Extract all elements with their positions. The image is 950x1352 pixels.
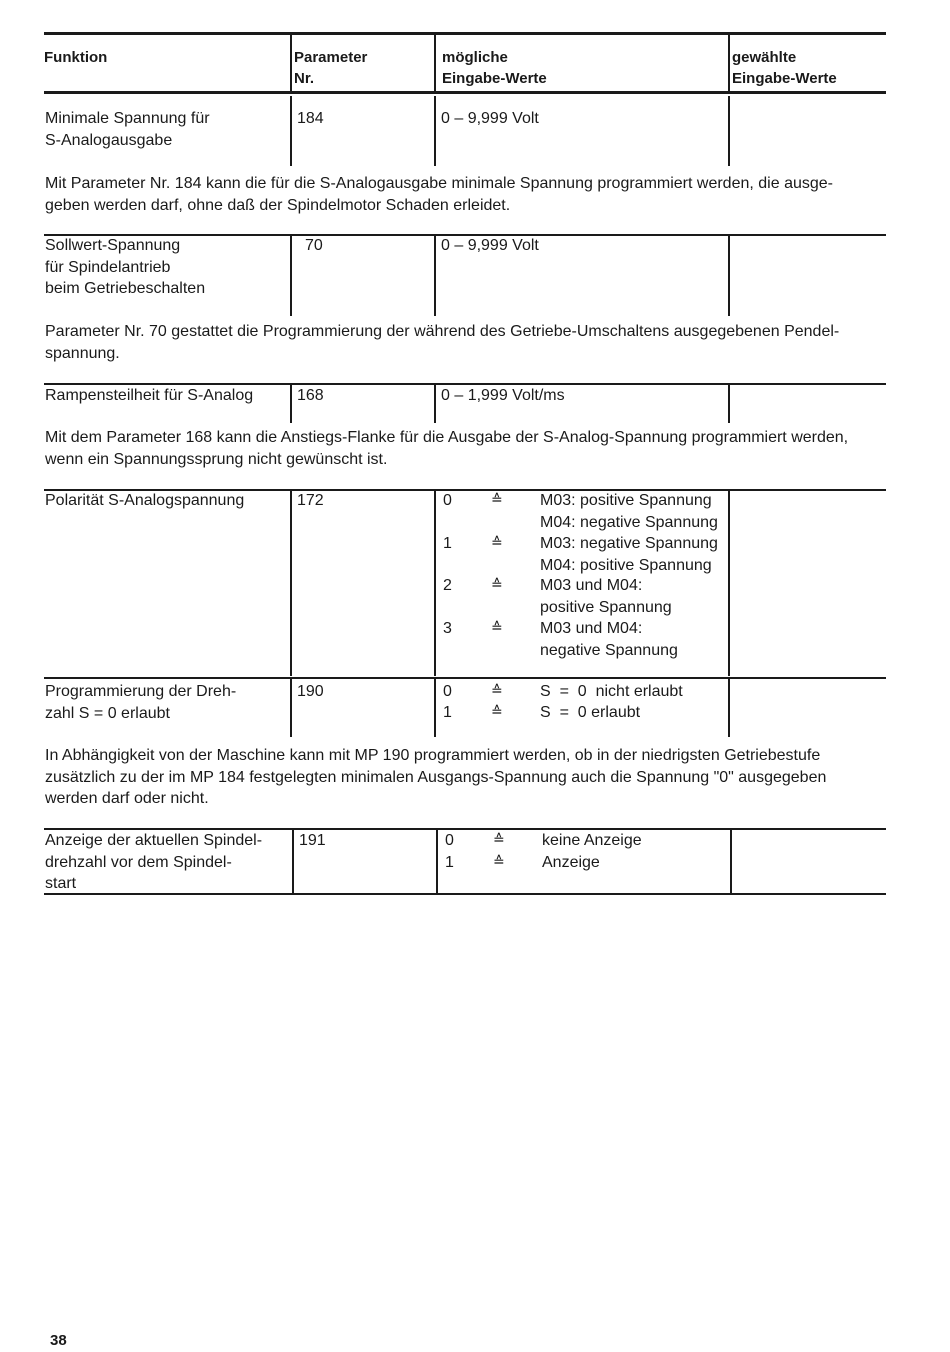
row70-function-line1: Sollwert-Spannung: [45, 237, 181, 254]
row70-function-line3: beim Getriebeschalten: [45, 280, 206, 297]
option-number: 0: [443, 492, 452, 509]
row70-description-line1: Parameter Nr. 70 gestattet die Programmierung der während des Getriebe-Umschaltens ausgegebenen Pendel-: [45, 323, 840, 340]
option-number: 3: [443, 620, 452, 637]
corresponds-icon: ≙: [491, 703, 503, 719]
header-gewaehlte-line1: gewählte: [732, 49, 797, 66]
column-divider: [434, 385, 436, 423]
header-divider: [434, 35, 436, 94]
row184-values: 0 – 9,999 Volt: [441, 110, 539, 127]
row190-param: 190: [297, 683, 324, 700]
option-text: [540, 575, 672, 618]
row191-function-line3: start: [45, 875, 77, 892]
header-gewaehlte-line2: Eingabe-Werte: [732, 70, 837, 87]
option-text-line2: positive Spannung: [540, 598, 672, 616]
option-text: S = 0 nicht erlaubt: [540, 683, 683, 700]
option-text: Anzeige: [542, 854, 600, 871]
option-text-line2: M04: positive Spannung: [540, 556, 712, 574]
column-divider: [290, 236, 292, 316]
column-divider: [728, 236, 730, 316]
header-gewaehlte: [732, 47, 837, 89]
row191-param: 191: [299, 832, 326, 849]
header-parameter-line1: Parameter: [294, 49, 368, 66]
option-number: 1: [443, 704, 452, 721]
option-number: 1: [445, 854, 454, 871]
header-divider: [290, 35, 292, 94]
header-funktion: Funktion: [44, 49, 108, 66]
option-text-line1: M03: positive Spannung: [540, 492, 712, 509]
row168-description-line1: Mit dem Parameter 168 kann die Anstiegs-Flanke für die Ausgabe der S-Analog-Spannung programmiert werden,: [45, 429, 849, 446]
option-number: 0: [445, 832, 454, 849]
row184-param: 184: [297, 110, 324, 127]
option-text: [540, 490, 718, 533]
row191-function-line1: Anzeige der aktuellen Spindel-: [45, 832, 263, 849]
row172-function: Polarität S-Analogspannung: [45, 492, 245, 509]
row184-description-line1: Mit Parameter Nr. 184 kann die für die S-Analogausgabe minimale Spannung programmiert werden, die ausge-: [45, 175, 833, 192]
row184-function-line1: Minimale Spannung für: [45, 110, 210, 127]
row168-function: Rampensteilheit für S-Analog: [45, 387, 254, 404]
row184-description: [45, 173, 895, 216]
option-text-line2: negative Spannung: [540, 641, 678, 659]
row190-description-line2: zusätzlich zu der im MP 184 festgelegten minimalen Ausgangs-Spannung auch die Spannung "0" ausgegeben: [45, 768, 827, 786]
row191-function-line2: drehzahl vor dem Spindel-: [45, 853, 232, 871]
column-divider: [290, 679, 292, 737]
row191-function: [45, 830, 262, 895]
column-divider: [728, 490, 730, 676]
option-number: 1: [443, 535, 452, 552]
row190-description: [45, 745, 895, 810]
option-number: 0: [443, 683, 452, 700]
column-divider: [728, 96, 730, 166]
table-header: [44, 32, 886, 94]
row184-function-line2: S-Analogausgabe: [45, 131, 173, 149]
table-bottom-rule: [44, 893, 886, 895]
corresponds-icon: ≙: [491, 491, 503, 507]
row168-param: 168: [297, 387, 324, 404]
header-parameter: [294, 47, 367, 89]
column-divider: [436, 829, 438, 893]
row190-description-line3: werden darf oder nicht.: [45, 790, 209, 807]
page-number: 38: [50, 1332, 67, 1349]
row70-function: [45, 235, 205, 300]
column-divider: [290, 385, 292, 423]
row190-description-line1: In Abhängigkeit von der Maschine kann mit MP 190 programmiert werden, ob in der niedrigsten Getriebestufe: [45, 747, 821, 764]
option-text: [540, 618, 678, 661]
column-divider: [290, 490, 292, 676]
option-text-line1: M03 und M04:: [540, 620, 643, 637]
option-number: 2: [443, 577, 452, 594]
column-divider: [434, 679, 436, 737]
column-divider: [434, 236, 436, 316]
header-parameter-line2: Nr.: [294, 70, 315, 87]
option-text-line1: M03 und M04:: [540, 577, 643, 594]
column-divider: [728, 385, 730, 423]
option-text: [540, 533, 718, 576]
row168-values: 0 – 1,999 Volt/ms: [441, 387, 565, 404]
row70-function-line2: für Spindelantrieb: [45, 258, 171, 276]
corresponds-icon: ≙: [491, 619, 503, 635]
header-moegliche-line1: mögliche: [442, 49, 508, 66]
row70-values: 0 – 9,999 Volt: [441, 237, 539, 254]
row190-function-line2: zahl S = 0 erlaubt: [45, 704, 170, 722]
row172-param: 172: [297, 492, 324, 509]
row184-description-line2: geben werden darf, ohne daß der Spindelmotor Schaden erleidet.: [45, 196, 511, 214]
row168-description-line2: wenn ein Spannungssprung nicht gewünscht ist.: [45, 450, 388, 468]
corresponds-icon: ≙: [491, 682, 503, 698]
column-divider: [292, 829, 294, 893]
option-text-line1: M03: negative Spannung: [540, 535, 718, 552]
row168-description: [45, 427, 895, 470]
row190-function: [45, 681, 236, 724]
header-divider: [728, 35, 730, 94]
column-divider: [434, 490, 436, 676]
corresponds-icon: ≙: [493, 831, 505, 847]
header-moegliche: [442, 47, 547, 89]
column-divider: [434, 96, 436, 166]
option-text: keine Anzeige: [542, 832, 642, 849]
column-divider: [728, 679, 730, 737]
corresponds-icon: ≙: [491, 576, 503, 592]
row184-function: [45, 108, 210, 151]
row70-description: [45, 321, 895, 364]
option-text-line2: M04: negative Spannung: [540, 513, 718, 531]
column-divider: [290, 96, 292, 166]
corresponds-icon: ≙: [491, 534, 503, 550]
header-moegliche-line2: Eingabe-Werte: [442, 70, 547, 87]
row70-param: 70: [305, 237, 323, 254]
row-separator: [44, 677, 886, 679]
row190-function-line1: Programmierung der Dreh-: [45, 683, 237, 700]
column-divider: [730, 829, 732, 893]
corresponds-icon: ≙: [493, 853, 505, 869]
option-text: S = 0 erlaubt: [540, 704, 641, 721]
row70-description-line2: spannung.: [45, 344, 120, 362]
